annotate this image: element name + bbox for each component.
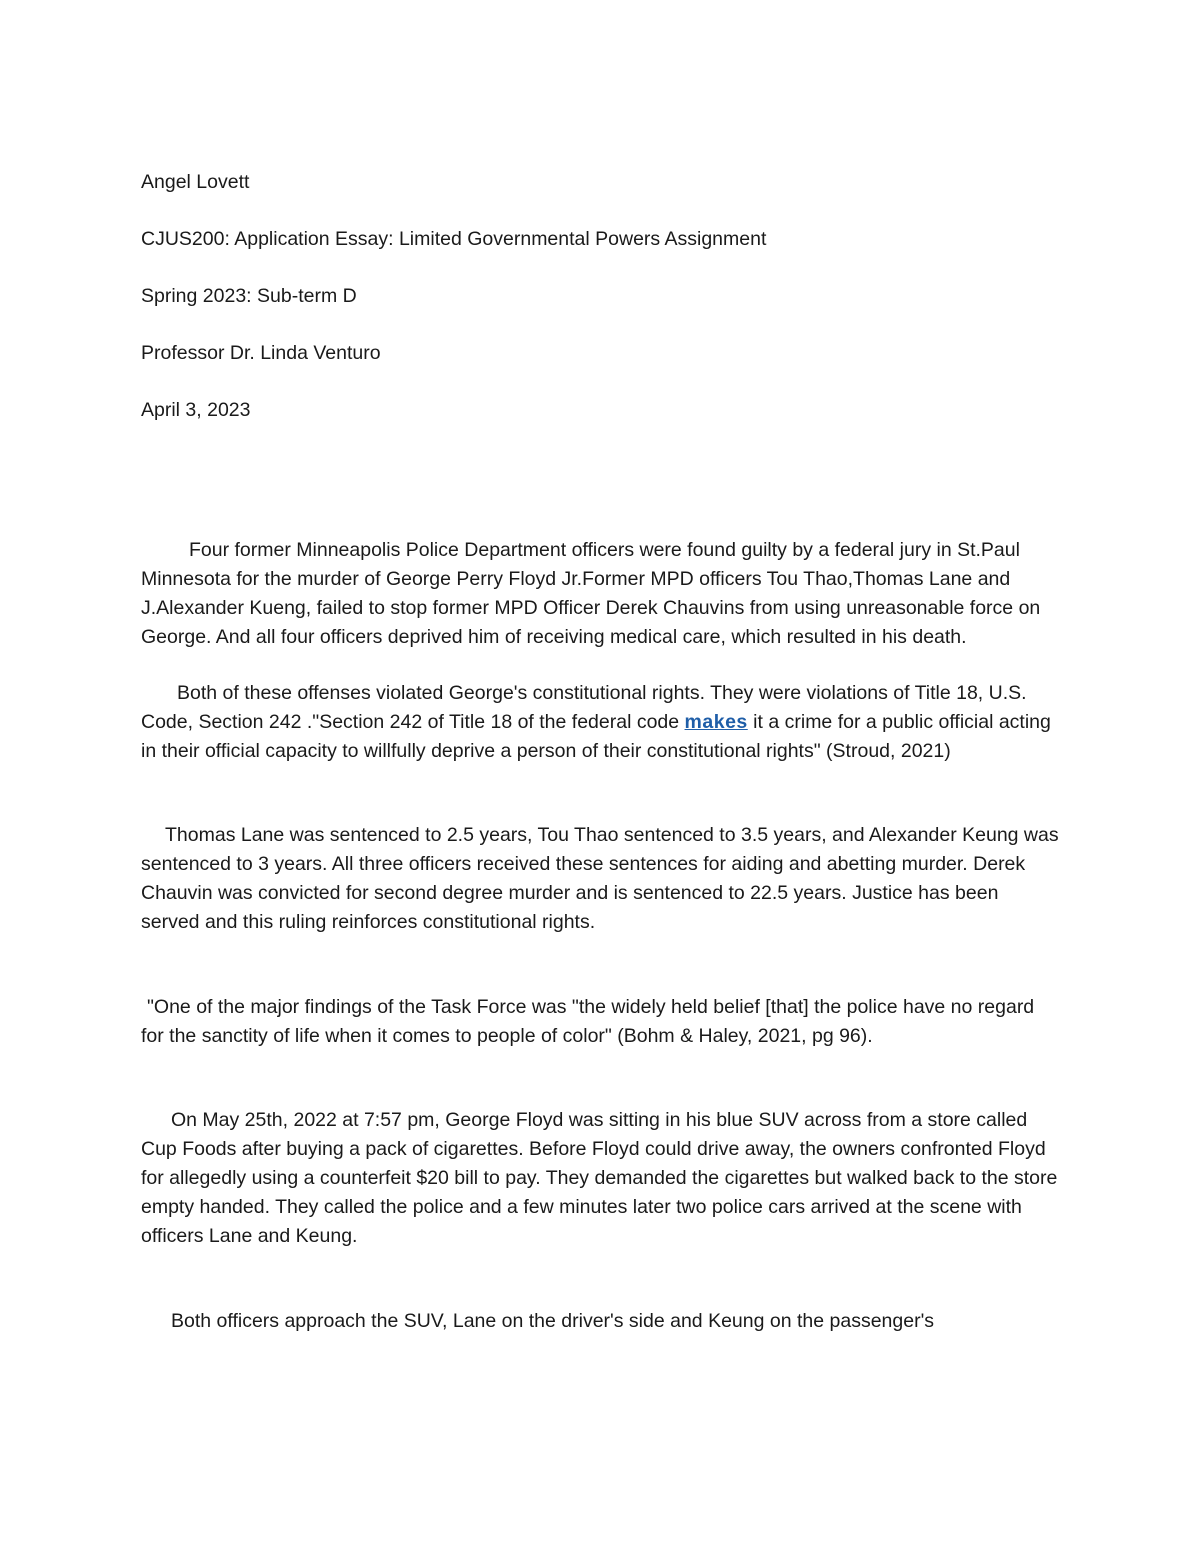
document-content xyxy=(141,168,1061,1336)
paragraph-2-text-after: it a crime for a public official acting in their official capacity to willfully deprive a person of their constitutional rights" (Stroud, 2021) xyxy=(141,711,1051,762)
author-name: Angel Lovett xyxy=(141,171,250,193)
paragraph-2-text-before: Both of these offenses violated George's constitutional rights. They were violations of Title 18, U.S. Code, Section 242 ."Section 242 of Title 18 of the federal code xyxy=(141,682,1027,733)
paragraph-5: On May 25th, 2022 at 7:57 pm, George Floyd was sitting in his blue SUV across from a store called Cup Foods after buying a pack of cigarettes. Before Floyd could drive away, the owners confronted Floyd for allegedly using a counterfeit $20 bill to pay. They demanded the cigarettes but walked back to the store empty handed. They called the police and a few minutes later two police cars arrived at the scene with officers Lane and Keung. xyxy=(141,1109,1058,1247)
makes-link[interactable]: makes xyxy=(684,711,748,733)
paragraph-1: Four former Minneapolis Police Department officers were found guilty by a federal jury in St.Paul Minnesota for the murder of George Perry Floyd Jr.Former MPD officers Tou Thao,Thomas Lane and J.Alexander Kueng, failed to stop former MPD Officer Derek Chauvins from using unreasonable force on George. And all four officers deprived him of receiving medical care, which resulted in his death. xyxy=(141,539,1041,648)
term: Spring 2023: Sub-term D xyxy=(141,285,357,307)
paragraph-2 xyxy=(141,679,1061,766)
course-title: CJUS200: Application Essay: Limited Governmental Powers Assignment xyxy=(141,228,767,250)
paragraph-4: "One of the major findings of the Task Force was "the widely held belief [that] the police have no regard for the sanctity of life when it comes to people of color" (Bohm & Haley, 2021, pg 96). xyxy=(141,996,1035,1047)
date: April 3, 2023 xyxy=(141,399,251,421)
paragraph-3: Thomas Lane was sentenced to 2.5 years, Tou Thao sentenced to 3.5 years, and Alexander Keung was sentenced to 3 years. All three officers received these sentences for aiding and abetting murder. Derek Chauvin was convicted for second degree murder and is sentenced to 22.5 years. Justice has been served and this ruling reinforces constitutional rights. xyxy=(141,824,1059,933)
paragraph-6: Both officers approach the SUV, Lane on the driver's side and Keung on the passenger's xyxy=(171,1310,935,1332)
professor-name: Professor Dr. Linda Venturo xyxy=(141,342,381,364)
